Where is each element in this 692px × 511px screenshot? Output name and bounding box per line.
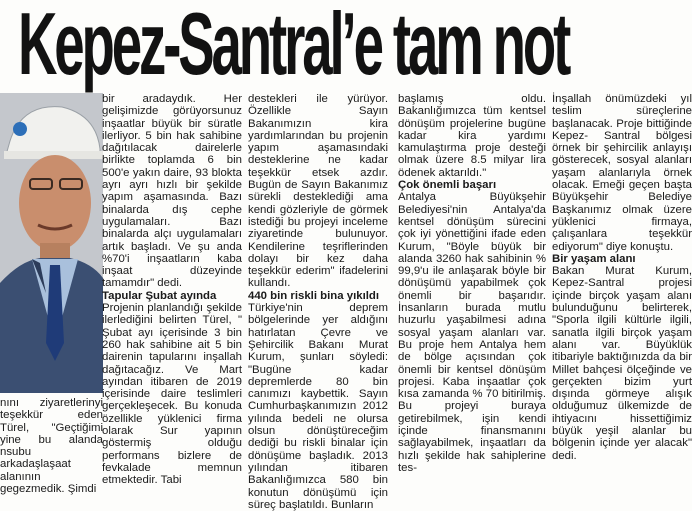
article-column-1 (102, 93, 242, 487)
portrait-photo (0, 93, 103, 393)
col2-subheading: 440 bin riskli bina yıkıldı (248, 289, 380, 302)
article-column-2 (248, 93, 388, 511)
article-column-1b (0, 397, 103, 496)
col1-paragraph-1: bir aradaydık. Her gelişimizde görüyorsunuz inşaatlar büyük bir süratle ilerliyor. 5 bin hak sahibine dağıtılacak dairelerle birlikte toplamda 6 bin 500'e yakın daire, 93 blokta ayrı ayrı hızlı bir şekilde yapım aşamasında. Bazı binalarda dış cephe uygulamaları. Bazı binalarda alçı uygulamaları artık başladı. Ve şu anda %70'i inşaatların kaba inşaat düzeyinde tamamdır" dedi. (102, 93, 242, 290)
col1-subheading: Tapular Şubat ayında (102, 289, 217, 302)
col1-paragraph-2: Projenin planlandığı şekilde ilerlediğini belirten Türel, " Şubat ayı içerisinde 3 bin 260 hak sahibine ait 5 bin dairenin tapularını inşallah dağıtacağız. Ve Mart ayından itibaren de 2019 içerisinde daire teslimleri gerçekleşecek. Bu konuda özellikle yüklenici firma olarak Sur yapının göstermiş olduğu performans bizlere de fevkalade memnun etmektedir. Tabi (102, 302, 242, 487)
col2-paragraph-2: Türkiye'nin deprem bölgelerinde yer aldığını hatırlatan Çevre ve Şehircilik Bakanı Murat Kurum, şunları söyledi: "Bugüne kadar depremlerde 80 bin canımızı kaybettik. Sayın Cumhurbaşkanımızın 2012 yılında bedeli ne olursa olsun dönüştüreceğim dediği bu riskli binalar için dönüşüme başladık. 2013 yılından itibaren Bakanlığımızca 580 bin konutun dönüşümü için süreç başlatıldı. Bunların (248, 302, 388, 511)
col3-subheading: Çok önemli başarı (398, 179, 497, 192)
col2-paragraph-1: destekleri ile yürüyor. Özellikle Sayın Bakanımızın kira yardımlarından bu projenin yapım aşamasındaki desteklerine ne kadar teşekkür etsek azdır. Bugün de Sayın Bakanımız sürekli desteklediği ama kendi gözleriyle de görmek istediği bu projeyi inceleme ziyaretinde bulunuyor. Kendilerine teşriflerinden dolayı bir kez daha teşekkür ederim" ifadelerini kullandı. (248, 93, 388, 290)
col4-paragraph-2: Bakan Murat Kurum, Kepez-Santral projesi içinde birçok yaşam alanı bulunduğunu belirterek, "Sporla ilgili kültürle ilgili, sanatla ilgili birçok yaşam alanı var. Büyüklük itibariyle baktığınızda da bir Millet bahçesi ölçeğinde ve gerçekten bizim yurt dışında görmeye alışık olduğumuz ülkemizde de ihtiyacını hissettiğimiz büyük yeşil alanlar bu bölgenin içinde yer alacak" dedi. (552, 265, 692, 462)
col1b-paragraph: nını ziyaretlerinyi teşekkür eden Türel, "Geçtiğimi yine bu alanda nsubu arkadaşlaşaat alanının gegezmedik. Şimdi (0, 397, 103, 496)
col4-subheading: Bir yaşam alanı (552, 252, 636, 265)
col3-paragraph-1: başlamış oldu. Bakanlığımızca tüm kentsel dönüşüm projelerine bugüne kadar kira yardımı kamulaştırma proje desteği olmak üzere 8.5 milyar lira ödenek aktarıldı." (398, 93, 546, 179)
article-column-4 (552, 93, 692, 487)
portrait-illustration-icon (0, 93, 103, 393)
col3-paragraph-2: Antalya Büyükşehir Belediyesi'nin Antalya'da kentsel dönüşüm sürecini çok iyi yönettiğini ifade eden Kurum, "Böyle büyük bir alanda 3260 hak sahibinin % 99,9'u ile anlaşarak böyle bir dönüşümü yapabilmek çok önemli bir başarıdır. İnsanların burada mutlu huzurlu yaşabilmesi adına sosyal yaşam alanları var. Bu proje hem Antalya hem de bölge açısından çok önemli bir kentsel dönüşüm projesi. Kaba inşaatlar çok kısa zamanda % 70 bitirilmiş. Bu projeyi buraya getirebilmek, işin kendi içinde finansmanını sağlayabilmek, inşaatları da hızlı şekilde hak sahiplerine tes- (398, 191, 546, 474)
article-column-3 (398, 93, 546, 487)
headline: Kepez-Santral’e tam not (18, 0, 569, 93)
headline-area (0, 0, 692, 92)
col4-paragraph-1: İnşallah önümüzdeki yıl teslim süreçlerine başlanacak. Proje bittiğinde Kepez- Santral bölgesi örnek bir şehircilik anlayışı gösterecek, sosyal alanları yaşam alanlarıyla örnek olacak. Emeği geçen başta Büyükşehir Belediye Başkanımız olmak üzere yüklenici firmaya, çalışanlara teşekkür ediyorum" diye konuştu. (552, 93, 692, 253)
